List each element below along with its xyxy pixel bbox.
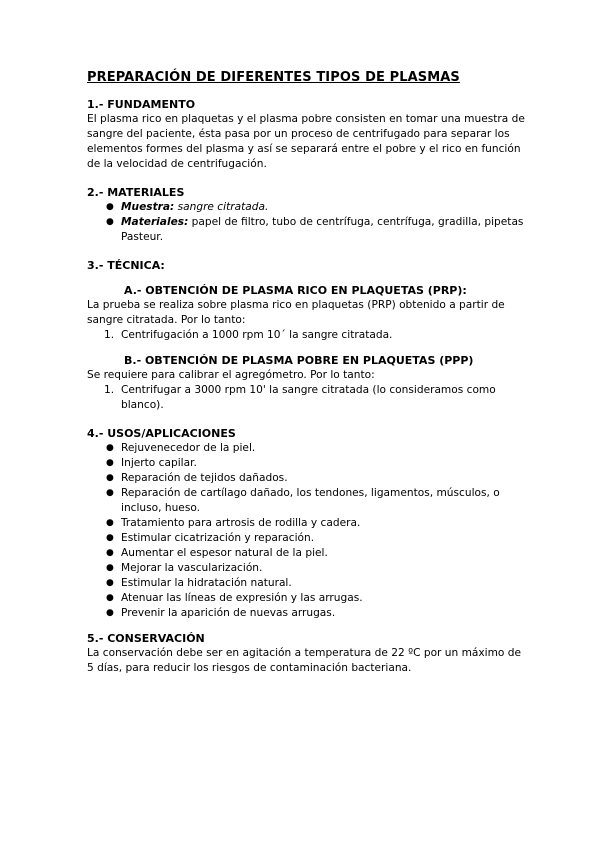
tecnica-a-text: La prueba se realiza sobre plasma rico en plaquetas (PRP) obtenido a partir de sangre citratada. Por lo tanto: [87, 299, 505, 326]
tecnica-b-heading: B.- OBTENCIÓN DE PLASMA POBRE EN PLAQUETAS (PPP) [124, 354, 474, 367]
list-item: ● Prevenir la aparición de nuevas arrugas. [106, 606, 527, 621]
section-tecnica-heading: 3.- TÉCNICA: [87, 259, 165, 272]
tecnica-b-steps [87, 383, 527, 413]
step-number: 1. [104, 329, 115, 341]
section-conservacion-text: La conservación debe ser en agitación a temperatura de 22 ºC por un máximo de 5 días, para reducir los riesgos de contaminación bacteriana. [87, 647, 522, 674]
step-text: Centrifugar a 3000 rpm 10' la sangre citratada (lo consideramos como blanco). [121, 384, 496, 411]
section-usos-heading: 4.- USOS/APLICACIONES [87, 427, 236, 440]
list-item [104, 328, 527, 343]
materiales-label-materiales: Materiales: [121, 216, 189, 228]
step-text: Centrifugación a 1000 rpm 10´ la sangre citratada. [121, 329, 393, 341]
list-item [106, 200, 527, 215]
step-number: 1. [104, 384, 115, 396]
list-item: ● Estimular la hidratación natural. [106, 576, 527, 591]
list-item: ● Tratamiento para artrosis de rodilla y cadera. [106, 516, 527, 531]
materiales-label-muestra: Muestra: [121, 201, 175, 213]
document-title: PREPARACIÓN DE DIFERENTES TIPOS DE PLASMAS [87, 70, 460, 85]
list-item [104, 383, 527, 413]
section-materiales-heading: 2.- MATERIALES [87, 186, 185, 199]
list-item: ● Injerto capilar. [106, 456, 527, 471]
list-item: ● Rejuvenecedor de la piel. [106, 441, 527, 456]
list-item: ● Reparación de cartílago dañado, los tendones, ligamentos, músculos, o incluso, hueso. [106, 486, 527, 516]
materiales-list [87, 200, 527, 245]
list-item: ● Atenuar las líneas de expresión y las arrugas. [106, 591, 527, 606]
document-page [87, 70, 527, 676]
list-item: ● Aumentar el espesor natural de la piel. [106, 546, 527, 561]
section-conservacion-heading: 5.- CONSERVACIÓN [87, 632, 205, 645]
section-fundamento-heading: 1.- FUNDAMENTO [87, 98, 196, 111]
usos-list [87, 441, 527, 621]
list-item: ● Estimular cicatrización y reparación. [106, 531, 527, 546]
tecnica-a-heading: A.- OBTENCIÓN DE PLASMA RICO EN PLAQUETAS (PRP): [124, 284, 467, 297]
materiales-text-muestra: sangre citratada. [174, 201, 269, 213]
list-item [106, 215, 527, 245]
list-item: ● Mejorar la vascularización. [106, 561, 527, 576]
tecnica-b-text: Se requiere para calibrar el agregómetro. Por lo tanto: [87, 369, 375, 381]
tecnica-a-steps [87, 328, 527, 343]
list-item: ● Reparación de tejidos dañados. [106, 471, 527, 486]
section-fundamento-text: El plasma rico en plaquetas y el plasma pobre consisten en tomar una muestra de sangre del paciente, ésta pasa por un proceso de centrifugado para separar los elementos formes del plasma y así se separará entre el pobre y el rico en función de la velocidad de centrifugación. [87, 113, 525, 170]
materiales-text-materiales: papel de filtro, tubo de centrífuga, centrífuga, gradilla, pipetas Pasteur. [121, 216, 524, 243]
